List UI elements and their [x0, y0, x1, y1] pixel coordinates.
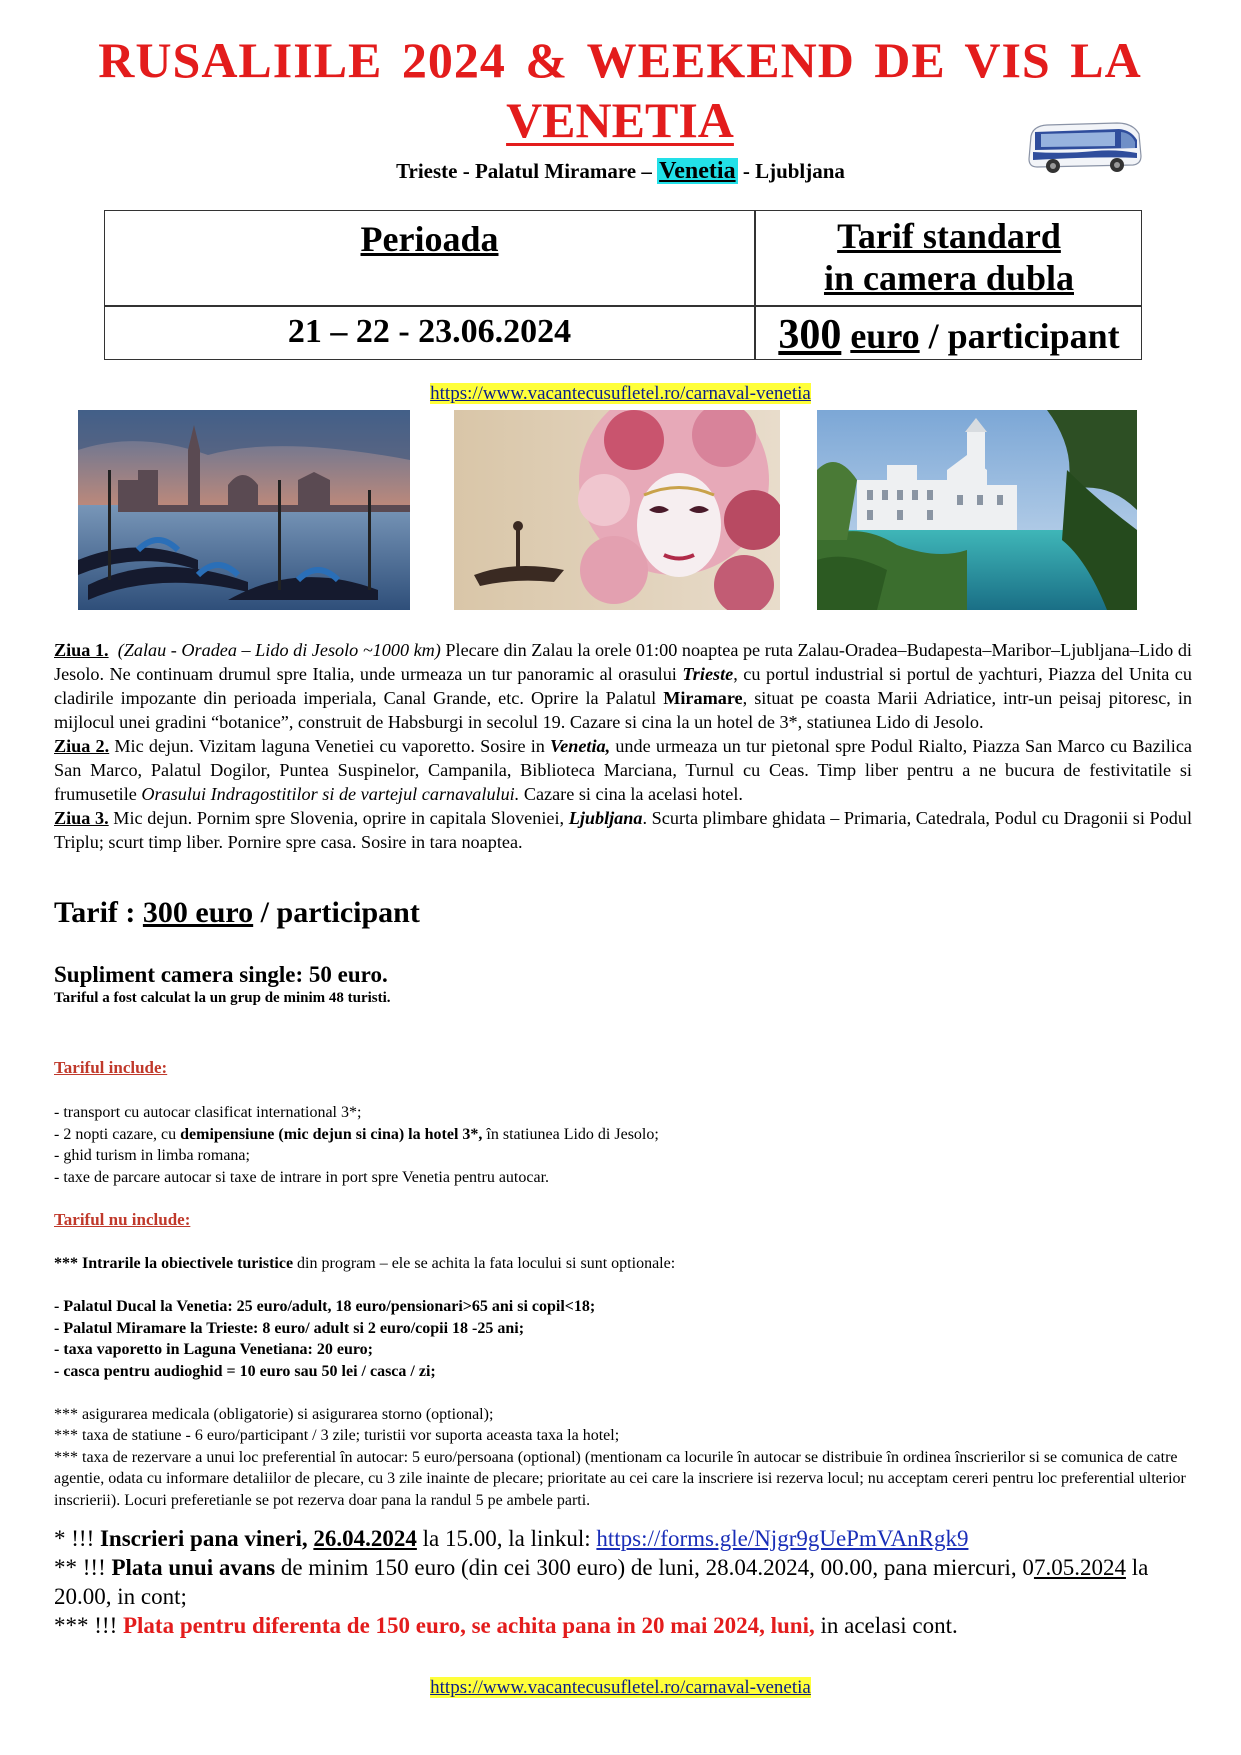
not-includes-extra: *** asigurarea medicala (obligatorie) si asigurarea storno (optional); [54, 1405, 494, 1423]
not-includes-item [54, 1339, 1194, 1361]
includes-list [54, 1102, 1194, 1188]
not-includes-item [54, 1296, 1194, 1318]
program-description [54, 638, 1192, 854]
carnival-mask-photo [454, 410, 780, 610]
includes-item-2-a: - 2 nopti cazare, cu [54, 1125, 181, 1143]
day-1-text-c: , situat pe coasta Marii Adriatice, intr-un peisaj pitoresc, in mijlocul unei gradini “botanice”, construit de Habsburgi in secolul 19. Cazare si cina la un hotel de 3*, statiunea Lido di Jesolo. [54, 688, 1192, 732]
day-2-text-c: Cazare si cina la acelasi hotel. [519, 784, 743, 804]
not-includes-heading: Tariful nu include: [54, 1210, 191, 1229]
day-2-city: Venetia, [550, 736, 611, 756]
reg-3-prefix: *** !!! [54, 1613, 123, 1638]
price-value [755, 307, 1143, 364]
route-part-2: - Ljubljana [737, 159, 845, 183]
day-3-paragraph [54, 806, 1192, 854]
not-includes-item [54, 1361, 1194, 1383]
day-2-text-b: unde urmeaza un tur pietonal spre Podul Rialto, Piazza San Marco cu Bazilica San Marco, Palatul Dogilor, Puntea Suspinelor, Campanila, Biblioteca Marciana, Turnul cu Ceas. Timp liber pentru a ne bucura de festivitatile si frumusetile [54, 736, 1192, 804]
reg-1-prefix: * !!! [54, 1526, 100, 1551]
tarif-header-line-2: in camera dubla [823, 258, 1074, 298]
group-note: Tariful a fost calculat la un grup de minim 48 turisti. [54, 990, 391, 1006]
day-1-label: Ziua 1. [54, 640, 109, 660]
tarif-summary [54, 896, 420, 930]
price-amount: 300 [778, 312, 842, 358]
includes-item: - transport cu autocar clasificat international 3*; [54, 1104, 362, 1121]
tarif-amount: 300 euro [142, 896, 254, 929]
registration-line-2 [54, 1553, 1204, 1611]
not-includes-intro-bold: *** Intrarile la obiectivele turistice [54, 1255, 294, 1272]
day-1-paragraph [54, 638, 1192, 734]
includes-heading: Tariful include: [54, 1058, 168, 1077]
reg-2-date: 7.05.2024 [1033, 1555, 1126, 1580]
tarif-header-line-1: Tarif standard [837, 216, 1061, 256]
reg-2-prefix: ** !!! [54, 1555, 112, 1580]
day-1-text-a: Plecare din Zalau la orele 01:00 noaptea pe ruta Zalau-Oradea–Budapesta–Maribor–Ljubljana–Lido di Jesolo. Ne continuam drumul spre Italia, unde urmeaza un tur panoramic al orasului [54, 640, 1192, 684]
period-value: 21 – 22 - 23.06.2024 [287, 313, 572, 350]
day-1-text-b: , cu portul industrial si portul de yachturi, Piazza del Unita cu cladirile impozante din perioada imperiala, Canal Grande, etc. Oprire la Palatul [54, 664, 1192, 708]
registration-line-1 [54, 1524, 1204, 1553]
includes-item: - taxe de parcare autocar si taxe de intrare in port spre Venetia pentru autocar. [54, 1168, 550, 1186]
reg-3-red: Plata pentru diferenta de 150 euro, se achita pana in 20 mai 2024, luni, [122, 1613, 815, 1638]
not-includes-item-4: - casca pentru audioghid = 10 euro sau 50 lei / casca / zi; [54, 1362, 436, 1380]
day-2-label: Ziua 2. [54, 736, 110, 756]
route-highlight: Venetia [659, 158, 736, 184]
reg-2-text-c: la 20.00, in cont; [54, 1555, 1149, 1609]
reg-3-text: in acelasi cont. [814, 1613, 958, 1638]
day-3-text-a: Mic dejun. Pornim spre Slovenia, oprire in capitala Sloveniei, [108, 808, 569, 828]
route-part-1: Trieste - Palatul Miramare – [396, 159, 658, 183]
day-3-label: Ziua 3. [54, 808, 109, 828]
includes-item-2-b: în statiunea Lido di Jesolo; [482, 1125, 659, 1143]
registration-line-3 [54, 1611, 1204, 1640]
day-1-city: Trieste [682, 664, 734, 684]
reg-1-date: 26.04.2024 [313, 1526, 417, 1551]
not-includes-extra: *** taxa de statiune - 6 euro/participant / 3 zile; turistii vor suporta aceasta taxa la hotel; [54, 1427, 620, 1444]
day-3-city: Ljubljana [568, 808, 643, 828]
reg-2-text: de minim 150 euro (din cei 300 euro) de luni, 28.04.2024, 00.00, pana miercuri, 0 [275, 1555, 1034, 1580]
venice-gondolas-photo [78, 410, 410, 610]
day-1-palace: Miramare [663, 688, 743, 708]
includes-item: - ghid turism in limba romana; [54, 1147, 250, 1164]
not-includes-list [54, 1253, 1194, 1511]
website-link-top[interactable]: https://www.vacantecusufletel.ro/carnaval-venetia [430, 383, 811, 404]
registration-info [54, 1524, 1204, 1640]
price-suffix: / participant [919, 316, 1120, 356]
not-includes-intro-rest: din program – ele se achita la fata locului si sunt optionale: [293, 1255, 676, 1272]
not-includes-item-3: - taxa vaporetto in Laguna Venetiana: 20 euro; [54, 1341, 373, 1358]
website-link-top-wrap [0, 383, 1241, 405]
not-includes-intro [54, 1253, 1194, 1275]
spacer [54, 1275, 1194, 1297]
reg-1-bold: Inscrieri pana vineri, [99, 1526, 314, 1551]
not-includes-item-1: - Palatul Ducal la Venetia: 25 euro/adult, 18 euro/pensionari>65 ani si copil<18; [54, 1298, 596, 1315]
website-link-bottom-wrap [0, 1677, 1241, 1699]
day-2-paragraph [54, 734, 1192, 806]
not-includes-item [54, 1318, 1194, 1340]
not-includes-item-2: - Palatul Miramare la Trieste: 8 euro/ adult si 2 euro/copii 18 -25 ani; [54, 1319, 525, 1337]
registration-form-link[interactable]: https://forms.gle/Njgr9gUePmVAnRgk9 [596, 1526, 969, 1551]
price-table [104, 210, 1142, 360]
day-1-route: (Zalau - Oradea – Lido di Jesolo ~1000 km) [117, 640, 441, 660]
not-includes-extra: *** taxa de rezervare a unui loc preferential în autocar: 5 euro/persoana (optional) (mentionam ca locurile în autocar se distribuie în ordinea înscrierilor si se comunica de catre agentie, odata cu informare detaliilor de plecare, cu 3 zile inainte de plecare; prioritate au cei care la inscriere isi rezerva locul; nu acceptam cereri pentru loc preferential ulterior inscrierii). Locuri preferetianle se pot rezerva doar pana la randul 5 pe ambele parti. [54, 1448, 1186, 1509]
website-link-bottom[interactable]: https://www.vacantecusufletel.ro/carnaval-venetia [430, 1677, 811, 1698]
single-supplement: Supliment camera single: 50 euro. [54, 962, 388, 987]
day-2-italic: Orasului Indragostitilor si de vartejul carnavalului. [141, 784, 520, 804]
price-currency: euro [850, 316, 920, 356]
includes-item-2-bold: demipensiune (mic dejun si cina) la hotel 3*, [180, 1125, 483, 1143]
bus-icon [1025, 118, 1145, 178]
tarif-suffix: / participant [253, 896, 420, 929]
title-line-2: VENETIA [506, 92, 734, 148]
title-line-1: RUSALIILE 2024 & WEEKEND DE VIS LA [98, 32, 1142, 88]
day-2-text-a: Mic dejun. Vizitam laguna Venetiei cu vaporetto. Sosire in [109, 736, 551, 756]
miramare-castle-photo [817, 410, 1137, 610]
spacer [54, 1382, 1194, 1404]
period-header: Perioada [360, 219, 499, 259]
tarif-header [755, 211, 1143, 299]
reg-1-text: la 15.00, la linkul: [416, 1526, 597, 1551]
tarif-label: Tarif : [54, 896, 143, 929]
includes-item [54, 1124, 1194, 1146]
day-3-text-b: . Scurta plimbare ghidata – Primaria, Catedrala, Podul cu Dragonii si Podul Triplu; scurt timp liber. Pornire spre casa. Sosire in tara noaptea. [54, 808, 1192, 852]
reg-2-bold: Plata unui avans [111, 1555, 276, 1580]
